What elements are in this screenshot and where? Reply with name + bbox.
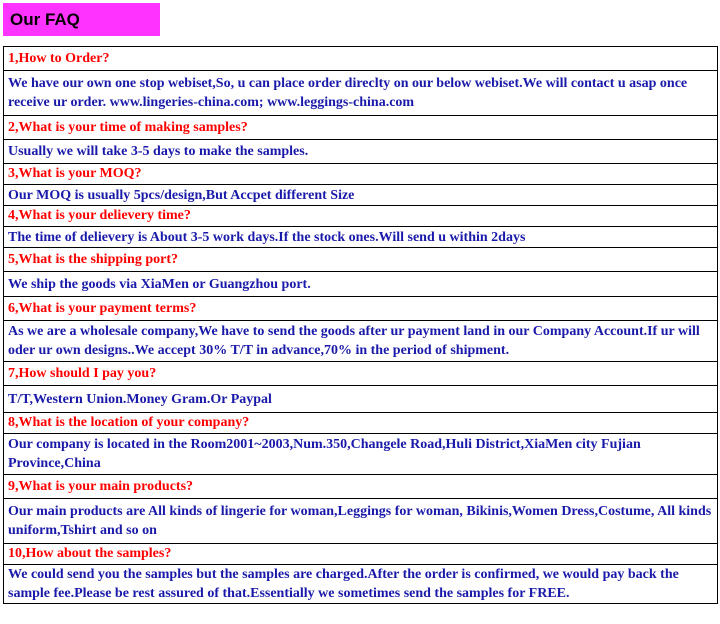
faq-question-row <box>4 297 718 321</box>
faq-answer-row <box>4 227 718 248</box>
faq-answer: Our MOQ is usually 5pcs/design,But Accpet different Size <box>4 185 718 206</box>
faq-answer: We have our own one stop webiset,So, u can place order direclty on our below webiset.We will contact u asap once receive ur order. www.lingeries-china.com; www.leggings-china.com <box>4 71 718 116</box>
faq-question-row <box>4 116 718 140</box>
faq-question: 9,What is your main products? <box>4 475 718 499</box>
faq-question-row <box>4 362 718 386</box>
faq-answer-row <box>4 140 718 164</box>
faq-header: Our FAQ <box>3 3 160 36</box>
faq-answer: Our company is located in the Room2001~2003,Num.350,Changele Road,Huli District,XiaMen city Fujian Province,China <box>4 434 718 475</box>
faq-question: 1,How to Order? <box>4 47 718 71</box>
faq-answer: As we are a wholesale company,We have to send the goods after ur payment land in our Company Account.If ur will oder ur own designs..We accept 30% T/T in advance,70% in the period of shipment. <box>4 321 718 362</box>
faq-question-row <box>4 413 718 434</box>
faq-answer-row <box>4 386 718 413</box>
faq-question-row <box>4 206 718 227</box>
faq-answer-row <box>4 499 718 544</box>
faq-question: 10,How about the samples? <box>4 544 718 565</box>
faq-answer-row <box>4 272 718 297</box>
faq-table <box>3 46 718 604</box>
faq-answer-row <box>4 434 718 475</box>
faq-answer: T/T,Western Union.Money Gram.Or Paypal <box>4 386 718 413</box>
faq-question-row <box>4 164 718 185</box>
faq-question: 7,How should I pay you? <box>4 362 718 386</box>
faq-question-row <box>4 475 718 499</box>
faq-answer: Usually we will take 3-5 days to make the samples. <box>4 140 718 164</box>
faq-question: 3,What is your MOQ? <box>4 164 718 185</box>
faq-answer-row <box>4 185 718 206</box>
faq-question-row <box>4 47 718 71</box>
faq-answer-row <box>4 71 718 116</box>
faq-question: 8,What is the location of your company? <box>4 413 718 434</box>
faq-answer: The time of delievery is About 3-5 work days.If the stock ones.Will send u within 2days <box>4 227 718 248</box>
faq-answer: We ship the goods via XiaMen or Guangzhou port. <box>4 272 718 297</box>
faq-answer-row <box>4 565 718 604</box>
faq-question: 6,What is your payment terms? <box>4 297 718 321</box>
faq-question: 4,What is your delievery time? <box>4 206 718 227</box>
faq-question: 2,What is your time of making samples? <box>4 116 718 140</box>
faq-answer: Our main products are All kinds of lingerie for woman,Leggings for woman, Bikinis,Women Dress,Costume, All kinds uniform,Tshirt and so on <box>4 499 718 544</box>
faq-question: 5,What is the shipping port? <box>4 248 718 272</box>
faq-answer: We could send you the samples but the samples are charged.After the order is confirmed, we would pay back the sample fee.Please be rest assured of that.Essentially we sometimes send the samples for FREE. <box>4 565 718 604</box>
faq-question-row <box>4 248 718 272</box>
faq-answer-row <box>4 321 718 362</box>
faq-question-row <box>4 544 718 565</box>
